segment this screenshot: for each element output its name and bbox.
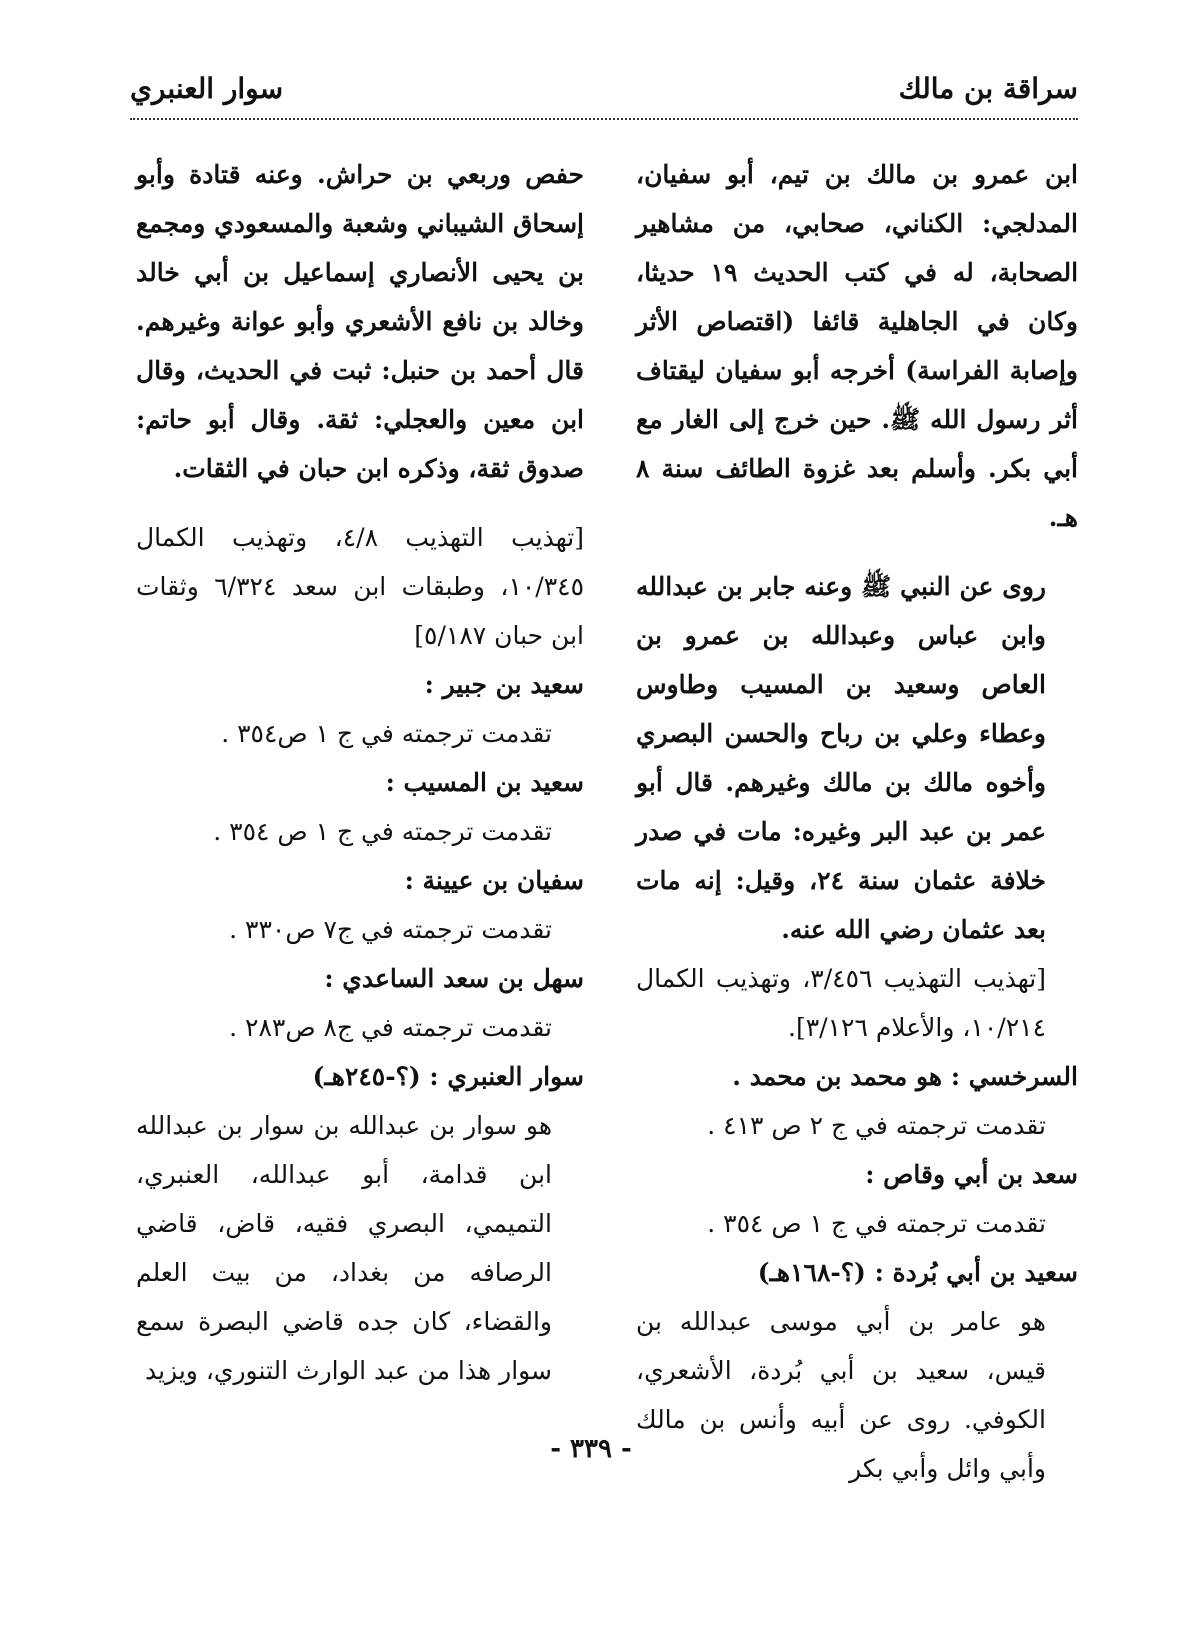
entry-crossref-sufyan: تقدمت ترجمته في ج٧ ص٣٣٠ . [229, 915, 552, 944]
header-dotted-rule [130, 118, 1078, 120]
entry-bio-suraqa: ابن عمرو بن مالك بن تيم، أبو سفيان، المدلجي: الكناني، صحابي، من مشاهير الصحابة، له في كتب الحديث ١٩ حديثا، وكان في الجاهلية قائفا (اقتصاص الأثر وإصابة الفراسة) أخرجه أبو سفيان ليقتاف أثر رسول الله ﷺ. حين خرج إلى الغار مع أبي بكر. وأسلم بعد غزوة الطائف سنة ٨ هـ. [636, 160, 1079, 532]
entry-crossref-saad: تقدمت ترجمته في ج ١ ص ٣٥٤ . [707, 1209, 1046, 1238]
entry-heading-saad: سعد بن أبي وقاص : [865, 1160, 1078, 1189]
references-said: [تهذيب التهذيب ٤/٨، وتهذيب الكمال ١٠/٣٤٥، وطبقات ابن سعد ٦/٣٢٤ وثقات ابن حبان ٥/١٨٧] [136, 523, 584, 650]
entry-continuation-said: حفص وربعي بن حراش. وعنه قتادة وأبو إسحاق الشيباني وشعبة والمسعودي ومجمع بن يحيى الأنصاري إسماعيل بن أبي خالد وخالد بن نافع الأشعري وأبو عوانة وغيرهم. قال أحمد بن حنبل: ثبت في الحديث، وقال ابن معين والعجلي: ثقة. وقال أبو حاتم: صدوق ثقة، وذكره ابن حبان في الثقات. [136, 160, 584, 483]
entry-crossref-sarakhsi: تقدمت ترجمته في ج ٢ ص ٤١٣ . [707, 1111, 1046, 1140]
running-head [130, 72, 1078, 120]
entry-bio-sawwar: هو سوار بن عبدالله بن سوار بن عبدالله ابن قدامة، أبو عبدالله، العنبري، التميمي، البصري فقيه، قاض، قاضي الرصافه من بغداد، من بيت العلم والقضاء، كان جده قاضي البصرة سمع سوار هذا من عبد الوارث التنوري، ويزيد [136, 1111, 552, 1385]
entry-crossref-said-musayyib: تقدمت ترجمته في ج ١ ص ٣٥٤ . [213, 817, 552, 846]
references-suraqa: [تهذيب التهذيب ٣/٤٥٦، وتهذيب الكمال ١٠/٢١٤، والأعلام ٣/١٢٦]. [636, 964, 1046, 1042]
entry-heading-said-musayyib: سعيد بن المسيب : [385, 768, 584, 797]
entry-heading-sawwar: سوار العنبري : (؟-٢٤٥هـ) [312, 1062, 584, 1091]
entry-crossref-sahl: تقدمت ترجمته في ج٨ ص٢٨٣ . [229, 1013, 552, 1042]
paragraph-gap [636, 542, 1078, 562]
left-column [136, 150, 584, 1395]
running-head-left-title: سوار العنبري [130, 72, 284, 105]
entry-crossref-said-jubair: تقدمت ترجمته في ج ١ ص٣٥٤ . [221, 719, 552, 748]
running-head-right-title: سراقة بن مالك [898, 72, 1078, 105]
entry-heading-said-jubair: سعيد بن جبير : [424, 670, 584, 699]
entry-bio-said-abi-burda: هو عامر بن أبي موسى عبدالله بن قيس، سعيد بن أبي بُردة، الأشعري، الكوفي. روى عن أبيه وأنس بن مالك وأبي وائل وأبي بكر [636, 1307, 1046, 1483]
entry-heading-said-abi-burda: سعيد بن أبي بُردة : (؟-١٦٨هـ) [757, 1258, 1078, 1287]
entry-narration-suraqa: روى عن النبي ﷺ وعنه جابر بن عبدالله وابن عباس وعبدالله بن عمرو بن العاص وسعيد بن المسيب وطاوس وعطاء وعلي بن رباح والحسن البصري وأخوه مالك بن مالك وغيرهم. قال أبو عمر بن عبد البر وغيره: مات في صدر خلافة عثمان سنة ٢٤، وقيل: إنه مات بعد عثمان رضي الله عنه. [636, 572, 1046, 944]
entry-heading-sarakhsi: السرخسي : هو محمد بن محمد . [732, 1062, 1078, 1091]
right-column [636, 150, 1078, 1493]
entry-heading-sahl: سهل بن سعد الساعدي : [324, 964, 584, 993]
entry-heading-sufyan: سفيان بن عيينة : [404, 866, 584, 895]
page-number: - ٣٣٩ - [550, 1434, 632, 1464]
paragraph-gap [136, 493, 584, 513]
